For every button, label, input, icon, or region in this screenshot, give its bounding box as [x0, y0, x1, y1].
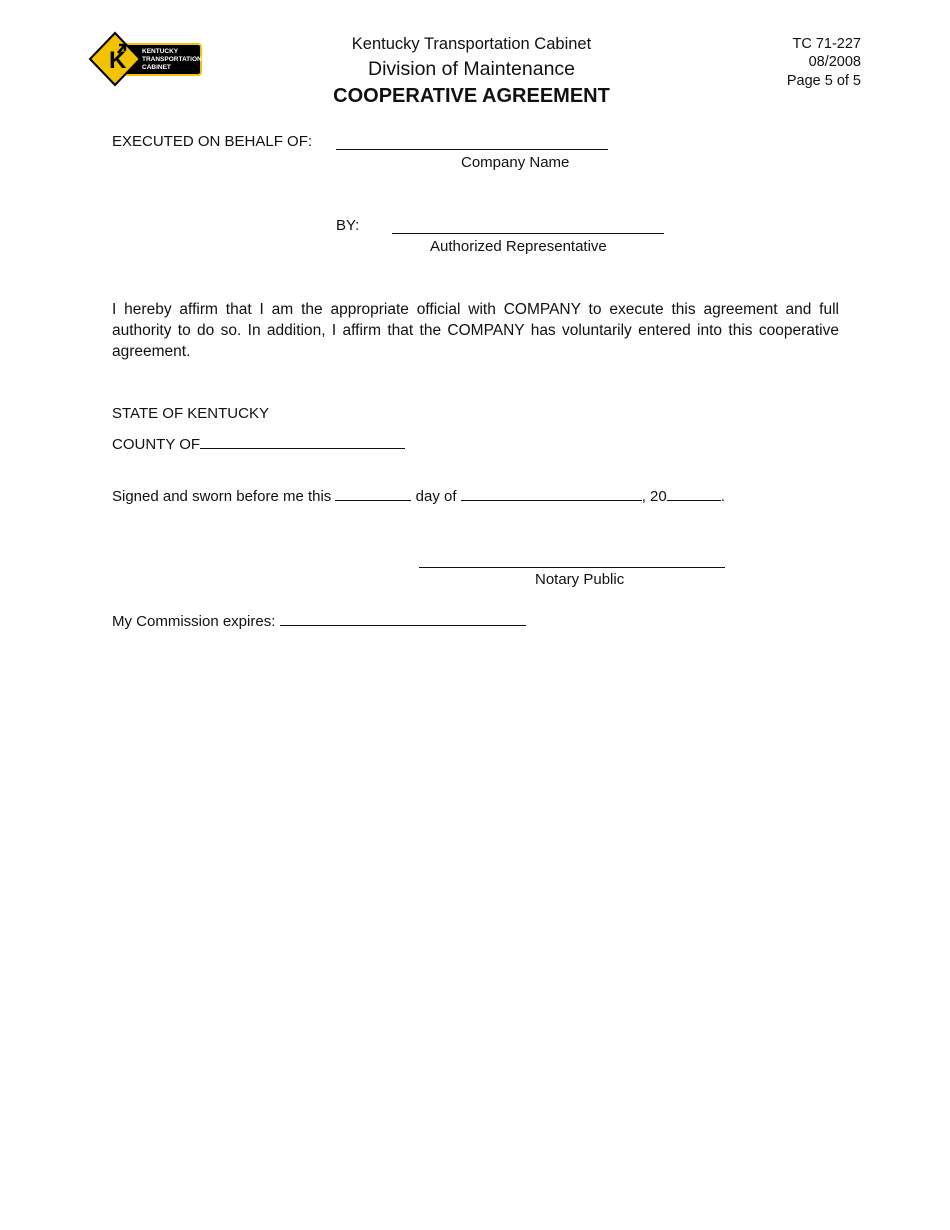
form-date: 08/2008	[808, 54, 861, 70]
sworn-year-label: , 20	[641, 488, 667, 505]
svg-text:K: K	[109, 47, 127, 74]
by-label: BY:	[336, 217, 360, 234]
commission-row	[112, 613, 526, 630]
division-name: Division of Maintenance	[367, 58, 576, 80]
logo-text-line2: TRANSPORTATION	[142, 56, 202, 63]
sworn-end: .	[720, 488, 725, 505]
commission-expires-line[interactable]	[280, 624, 526, 626]
logo-text-line3: CABINET	[142, 64, 171, 71]
page-number: Page 5 of 5	[786, 73, 861, 89]
company-name-line[interactable]	[336, 149, 608, 150]
sworn-day-line[interactable]	[335, 499, 411, 501]
county-line[interactable]	[200, 447, 405, 449]
sworn-prefix: Signed and sworn before me this	[112, 488, 332, 505]
commission-label: My Commission expires:	[112, 613, 276, 630]
county-label: COUNTY OF	[112, 436, 201, 453]
sworn-day-label: day of	[415, 488, 457, 505]
company-name-caption: Company Name	[461, 154, 570, 171]
county-row	[112, 436, 405, 453]
sworn-month-line[interactable]	[461, 499, 642, 501]
notary-public-caption: Notary Public	[535, 571, 625, 588]
affirmation-paragraph: I hereby affirm that I am the appropriate official with COMPANY to execute this agreement and full authority to do so. In addition, I affirm that the COMPANY has voluntarily entered into this cooperative agreement.	[112, 301, 839, 360]
authorized-representative-line[interactable]	[392, 233, 664, 234]
executed-label: EXECUTED ON BEHALF OF:	[112, 133, 313, 150]
page-title: COOPERATIVE AGREEMENT	[333, 85, 610, 107]
logo-text-line1: KENTUCKY	[142, 48, 179, 55]
sworn-row	[112, 488, 725, 505]
authorized-representative-caption: Authorized Representative	[430, 238, 607, 255]
state-label: STATE OF KENTUCKY	[112, 405, 269, 422]
sworn-year-line[interactable]	[667, 499, 721, 501]
form-number: TC 71-227	[792, 36, 861, 52]
notary-signature-line[interactable]	[419, 567, 725, 568]
agency-name: Kentucky Transportation Cabinet	[351, 35, 592, 53]
